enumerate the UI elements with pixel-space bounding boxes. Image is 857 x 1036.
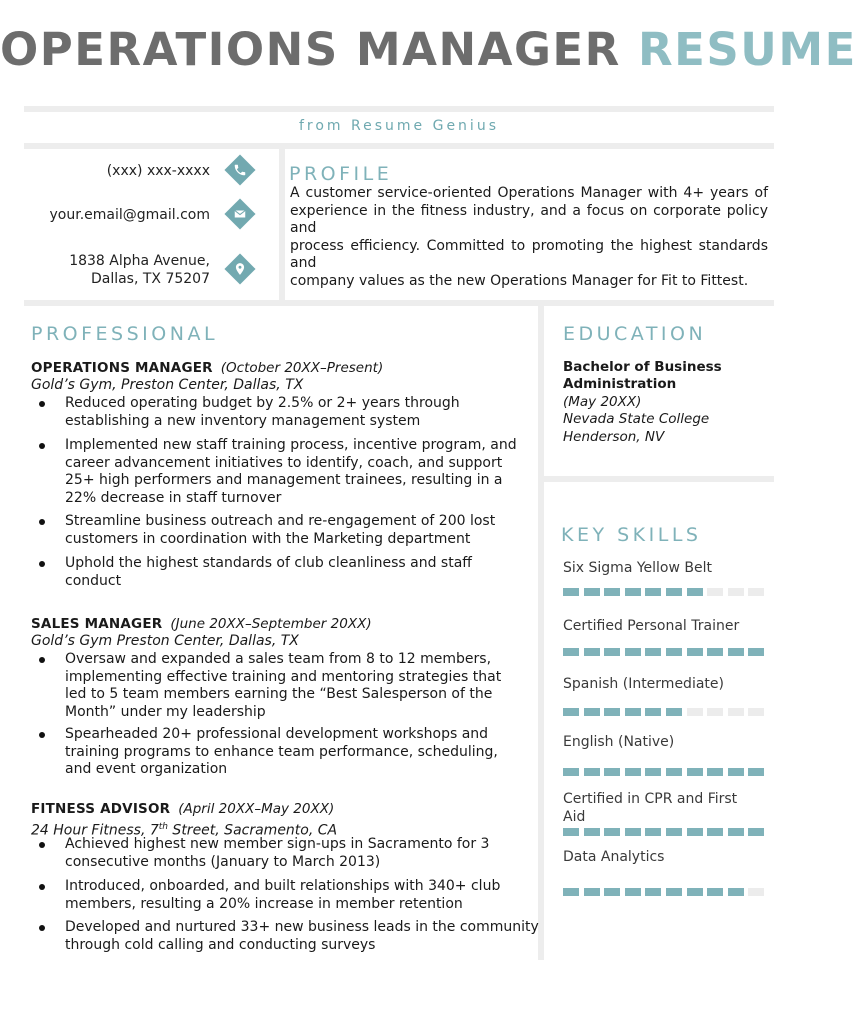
divider-main [24, 300, 774, 306]
skill-level-segment-filled [687, 768, 703, 776]
job-header [31, 800, 334, 818]
bullet-line: Oversaw and expanded a sales team from 8 to 12 members, [65, 651, 492, 667]
skill-level-segment-empty [728, 708, 744, 716]
skill-level-segment-empty [687, 708, 703, 716]
job-dates: (June 20XX–September 20XX) [170, 616, 372, 632]
skill-level-segment-filled [604, 828, 620, 836]
skill-level-segment-filled [584, 648, 600, 656]
bullet-dot [39, 519, 45, 525]
company-ordinal: th [158, 822, 168, 832]
skill-level-segment-filled [687, 888, 703, 896]
skill-level-segment-filled [645, 888, 661, 896]
bullet-line: Developed and nurtured 33+ new business leads in the community [65, 919, 539, 935]
skill-level-segment-filled [728, 648, 744, 656]
bullet-line: Streamline business outreach and re-engagement of 200 lost [65, 513, 496, 529]
skill-level-segment-filled [625, 888, 641, 896]
skill-level-segment-filled [645, 828, 661, 836]
skill-level-segment-filled [707, 768, 723, 776]
bullet-line: consecutive months (January to March 2013) [65, 853, 381, 870]
job-company: Gold’s Gym Preston Center, Dallas, TX [31, 633, 299, 649]
list-item [65, 726, 498, 779]
skill-level-segment-filled [687, 588, 703, 596]
skill-name-line: English (Native) [563, 734, 675, 750]
skill-level-segment-filled [728, 828, 744, 836]
skill-name-line: Certified in CPR and First [563, 791, 738, 807]
contact-phone: (xxx) xxx-xxxx [106, 163, 210, 179]
skill-level-segment-empty [707, 588, 723, 596]
skill-level-segment-filled [645, 588, 661, 596]
skill-level-segment-filled [666, 888, 682, 896]
skill-name [563, 849, 664, 867]
skill-level-segment-filled [604, 708, 620, 716]
skill-level-segment-filled [687, 648, 703, 656]
skill-level-segment-filled [625, 768, 641, 776]
skill-level-segment-empty [707, 708, 723, 716]
profile-line: company values as the new Operations Manager for Fit to Fittest. [290, 272, 749, 289]
skill-level-segment-filled [584, 588, 600, 596]
bullet-line: Uphold the highest standards of club cleanliness and staff [65, 555, 472, 571]
skill-level-segment-filled [666, 588, 682, 596]
skill-level-segment-filled [707, 828, 723, 836]
skill-level-segment-filled [707, 648, 723, 656]
job-title: OPERATIONS MANAGER [31, 360, 213, 376]
skill-name [563, 676, 724, 694]
degree-line: Administration [563, 376, 677, 392]
list-item [65, 878, 500, 913]
from-resume-genius: from Resume Genius [298, 118, 499, 134]
skill-level-segment-filled [604, 888, 620, 896]
bullet-line: and event organization [65, 761, 228, 777]
bullet-line: training programs to enhance team performance, scheduling, [65, 743, 498, 760]
skill-name [563, 791, 737, 826]
list-item [65, 836, 489, 871]
skill-level-segment-filled [563, 708, 579, 716]
job-title: FITNESS ADVISOR [31, 801, 171, 817]
skill-level-segment-empty [748, 588, 764, 596]
bullet-line: Achieved highest new member sign-ups in Sacramento for 3 [65, 836, 490, 852]
skill-level-segment-filled [666, 828, 682, 836]
skill-level-segment-filled [666, 768, 682, 776]
list-item [65, 513, 495, 548]
profile-line: process efficiency. Committed to promoting the highest standards and [290, 237, 768, 271]
skill-level-segment-filled [563, 768, 579, 776]
skill-level-segment-empty [748, 888, 764, 896]
location-pin-icon [224, 253, 255, 284]
profile-heading: PROFILE [289, 163, 393, 185]
bullet-dot [39, 925, 45, 931]
bullet-line: through cold calling and conducting surveys [65, 936, 376, 953]
skill-level-segment-empty [728, 588, 744, 596]
job-dates: (April 20XX–May 20XX) [178, 801, 335, 817]
skill-name-line: Spanish (Intermediate) [563, 676, 724, 692]
bullet-line: members, resulting a 20% increase in member retention [65, 895, 463, 912]
bullet-line: implementing effective training and mentoring strategies that [65, 668, 502, 685]
company-text: 24 Hour Fitness, 7 [31, 822, 159, 839]
skill-name-line: Aid [563, 808, 586, 825]
bullet-line: 22% decrease in staff turnover [65, 489, 282, 506]
skill-level-segment-filled [687, 828, 703, 836]
divider-sidebar [544, 476, 774, 482]
skill-name [563, 734, 674, 752]
skill-level-segment-filled [625, 828, 641, 836]
skill-level-segment-filled [645, 768, 661, 776]
list-item [65, 651, 501, 721]
skill-level-segment-filled [666, 708, 682, 716]
profile-line: A customer service-oriented Operations Manager with 4+ years of [290, 185, 768, 201]
contact-address-line2: Dallas, TX 75207 [90, 271, 210, 287]
school-name: Nevada State College [563, 411, 710, 427]
resume-title [0, 22, 857, 78]
bullet-dot [39, 884, 45, 890]
bullet-line: Month” under my leadership [65, 703, 266, 720]
skill-level-segment-filled [584, 888, 600, 896]
bullet-line: establishing a new inventory management system [65, 412, 421, 429]
education-heading: EDUCATION [563, 323, 707, 345]
job-title: SALES MANAGER [31, 616, 163, 632]
bullet-line: customers in coordination with the Marketing department [65, 530, 471, 547]
skill-level-segment-filled [645, 648, 661, 656]
skill-name-line: Certified Personal Trainer [563, 618, 740, 634]
bullet-dot [39, 657, 45, 663]
contact-address-line1: 1838 Alpha Avenue, [69, 253, 210, 269]
skill-level-segment-filled [748, 768, 764, 776]
bullet-line: Spearheaded 20+ professional development workshops and [65, 726, 489, 742]
list-item [65, 395, 460, 430]
skill-level-segment-filled [563, 588, 579, 596]
profile-line: experience in the fitness industry, and a focus on corporate policy and [290, 202, 768, 236]
bullet-dot [39, 561, 45, 567]
divider-contact-profile [279, 149, 285, 301]
bullet-line: Reduced operating budget by 2.5% or 2+ years through [65, 395, 460, 411]
title-accent: RESUME [637, 23, 857, 76]
list-item [65, 919, 539, 954]
profile-summary [290, 185, 768, 290]
bullet-line: led to 5 team members earning the “Best Salesperson of the [65, 686, 493, 702]
bullet-line: conduct [65, 572, 122, 589]
company-text: Street, Sacramento, CA [167, 822, 338, 839]
skill-level-segment-empty [748, 708, 764, 716]
skill-level-segment-filled [645, 708, 661, 716]
skill-name [563, 560, 712, 578]
bullet-dot [39, 732, 45, 738]
skill-level-segment-filled [625, 708, 641, 716]
skill-level-segment-filled [604, 648, 620, 656]
job-header [31, 615, 372, 633]
skill-level-segment-filled [604, 768, 620, 776]
skill-level-segment-filled [563, 828, 579, 836]
list-item [65, 555, 472, 590]
job-header [31, 359, 383, 377]
education-dates: (May 20XX) [563, 394, 642, 410]
skill-level-segment-filled [584, 708, 600, 716]
school-location: Henderson, NV [563, 429, 665, 445]
skill-level-segment-filled [584, 828, 600, 836]
job-company: Gold’s Gym, Preston Center, Dallas, TX [31, 377, 304, 393]
title-main: OPERATIONS MANAGER [0, 23, 621, 76]
divider-columns [538, 306, 544, 960]
skill-level-segment-filled [748, 648, 764, 656]
bullet-dot [39, 842, 45, 848]
degree-line: Bachelor of Business [563, 359, 722, 375]
skill-name-line: Six Sigma Yellow Belt [563, 560, 712, 576]
skill-level-segment-filled [666, 648, 682, 656]
skill-level-segment-filled [728, 888, 744, 896]
skill-name-line: Data Analytics [563, 849, 665, 865]
contact-email: your.email@gmail.com [49, 207, 210, 223]
skill-level-segment-filled [563, 648, 579, 656]
bullet-line: Implemented new staff training process, incentive program, and [65, 437, 517, 453]
skill-level-segment-filled [748, 828, 764, 836]
bullet-line: 25+ high performers and management trainees, resulting in a [65, 472, 503, 488]
phone-icon [224, 154, 255, 185]
bullet-dot [39, 401, 45, 407]
bullet-dot [39, 443, 45, 449]
skill-level-segment-filled [707, 888, 723, 896]
skill-level-segment-filled [625, 588, 641, 596]
list-item [65, 437, 517, 507]
mail-icon [224, 198, 255, 229]
skill-level-segment-filled [625, 648, 641, 656]
key-skills-heading: KEY SKILLS [561, 524, 702, 546]
bullet-line: Introduced, onboarded, and built relationships with 340+ club [65, 878, 501, 894]
divider-top [24, 106, 774, 112]
divider-under-from [24, 143, 774, 149]
bullet-line: career advancement initiatives to identify, coach, and support [65, 454, 503, 471]
skill-name [563, 618, 739, 636]
skill-level-segment-filled [604, 588, 620, 596]
skill-level-segment-filled [584, 768, 600, 776]
professional-heading: PROFESSIONAL [31, 323, 219, 345]
skill-level-segment-filled [728, 768, 744, 776]
skill-level-segment-filled [563, 888, 579, 896]
job-dates: (October 20XX–Present) [220, 360, 384, 376]
